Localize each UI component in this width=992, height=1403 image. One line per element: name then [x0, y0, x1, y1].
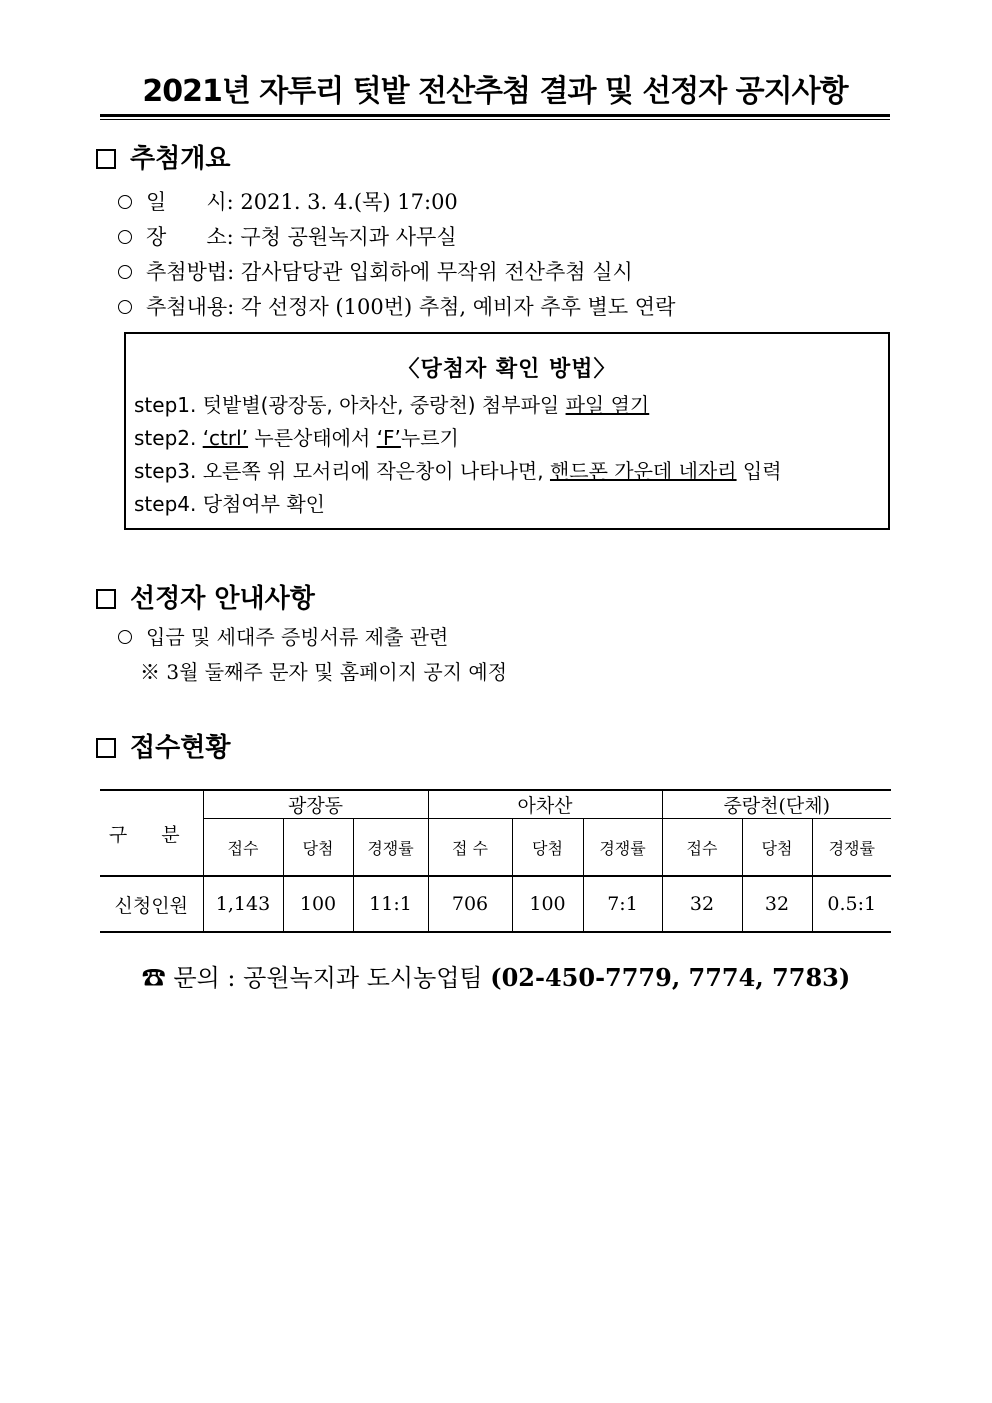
step-3-underlined: 핸드폰 가운데 네자리: [549, 459, 737, 483]
table-header-row-sub: [100, 819, 891, 877]
table-subheader: 당첨: [283, 819, 353, 877]
step-2-key-ctrl: ‘ctrl’: [202, 426, 249, 450]
table-group-header: 아차산: [428, 790, 662, 819]
table-row-header: 구 분: [100, 790, 203, 876]
table-cell: 100: [283, 876, 353, 932]
item-value: 2021. 3. 4.(목) 17:00: [240, 190, 458, 214]
section-heading-text: 선정자 안내사항: [130, 584, 315, 614]
title-underline: [100, 114, 890, 120]
item-value: 감사담당관 입회하에 무작위 전산추첨 실시: [240, 260, 633, 284]
section-heading-text: 추첨개요: [130, 144, 231, 174]
table-subheader: 접수: [662, 819, 742, 877]
table-subheader: 당첨: [512, 819, 583, 877]
item-label: 추첨방법:: [146, 260, 235, 284]
table-header-row-groups: [100, 790, 891, 819]
table-subheader: 당첨: [742, 819, 812, 877]
item-label: 일 시:: [146, 190, 234, 214]
step-2: [134, 423, 459, 453]
step-1-underlined: 파일 열기: [565, 393, 650, 417]
item-label: 추첨내용:: [146, 295, 235, 319]
table-subheader: 경쟁률: [353, 819, 428, 877]
section-heading-overview: [96, 142, 230, 176]
table-subheader: 접수: [203, 819, 283, 877]
page-title: 2021년 자투리 텃밭 전산추첨 결과 및 선정자 공지사항: [142, 74, 848, 109]
section-heading-selected-info: [96, 582, 315, 616]
contact-text: 문의 : 공원녹지과 도시농업팀: [173, 964, 491, 992]
circle-bullet-icon: [118, 230, 132, 244]
step-2-suffix: 누르기: [400, 426, 459, 450]
circle-bullet-icon: [118, 630, 132, 644]
table-cell: 32: [742, 876, 812, 932]
checkbox-square-icon: [96, 589, 116, 609]
step-3-prefix: step3. 오른쪽 위 모서리에 작은창이 나타나면,: [134, 459, 550, 483]
section-heading-application-status: [96, 731, 230, 765]
table-cell: 32: [662, 876, 742, 932]
circle-bullet-icon: [118, 195, 132, 209]
phone-icon: ☎: [141, 964, 166, 992]
table-subheader: 접 수: [428, 819, 512, 877]
table-row: [100, 876, 891, 932]
step-2-prefix: step2.: [134, 426, 203, 450]
table-group-header: 중랑천(단체): [662, 790, 891, 819]
checkbox-square-icon: [96, 738, 116, 758]
steps-box-title: 〈당첨자 확인 방법〉: [397, 357, 617, 382]
step-3-suffix: 입력: [736, 459, 782, 483]
winner-check-method-box: [124, 332, 890, 530]
circle-bullet-icon: [118, 300, 132, 314]
step-3: [134, 456, 782, 486]
item-text: 입금 및 세대주 증빙서류 제출 관련: [146, 625, 449, 649]
table-cell: 0.5:1: [812, 876, 891, 932]
item-value: 구청 공원녹지과 사무실: [240, 225, 457, 249]
table-group-header: 광장동: [203, 790, 428, 819]
step-1-text: step1. 텃밭별(광장동, 아차산, 중랑천) 첨부파일: [134, 393, 566, 417]
overview-item-method: [118, 257, 633, 287]
table-subheader: 경쟁률: [812, 819, 891, 877]
table-cell: 11:1: [353, 876, 428, 932]
circle-bullet-icon: [118, 265, 132, 279]
selected-info-note: ※ 3월 둘째주 문자 및 홈페이지 공지 예정: [140, 660, 508, 684]
checkbox-square-icon: [96, 149, 116, 169]
item-value: 각 선정자 (100번) 추첨, 예비자 추후 별도 연락: [240, 295, 676, 319]
contact-line: [0, 958, 992, 998]
contact-numbers: (02-450-7779, 7774, 7783): [490, 963, 851, 992]
selected-info-item: [118, 622, 448, 652]
section-heading-text: 접수현황: [130, 733, 231, 763]
table-cell: 7:1: [583, 876, 662, 932]
step-2-key-f: ‘F’: [376, 426, 401, 450]
overview-item-content: [118, 292, 675, 322]
overview-item-date: [118, 187, 458, 217]
table-cell: 706: [428, 876, 512, 932]
step-2-middle: 누른상태에서: [248, 426, 377, 450]
table-subheader: 경쟁률: [583, 819, 662, 877]
table-cell: 1,143: [203, 876, 283, 932]
step-4: step4. 당첨여부 확인: [134, 492, 325, 516]
table-cell: 100: [512, 876, 583, 932]
overview-item-place: [118, 222, 457, 252]
item-label: 장 소:: [146, 225, 234, 249]
application-status-table: [100, 789, 891, 933]
step-1: [134, 390, 649, 420]
table-row-label: 신청인원: [100, 876, 203, 932]
